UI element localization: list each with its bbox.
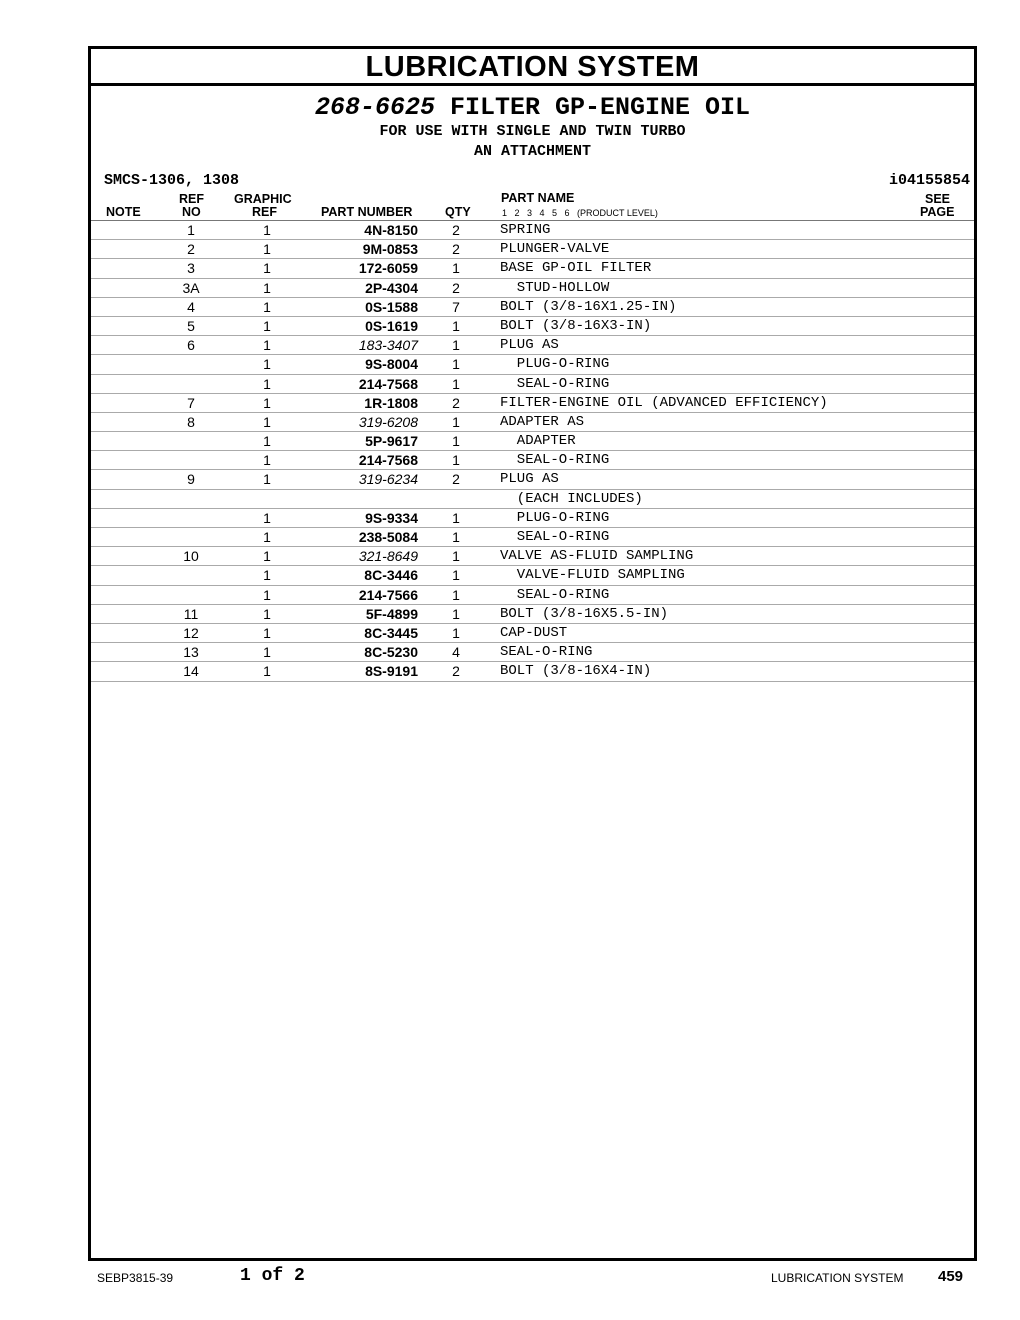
table-row xyxy=(91,547,974,566)
part-number: 9S-9334 xyxy=(365,509,418,526)
table-row xyxy=(91,470,974,489)
part-name: (EACH INCLUDES) xyxy=(500,490,643,507)
quantity: 2 xyxy=(452,394,460,411)
part-name: BOLT (3/8-16X5.5-IN) xyxy=(500,605,669,622)
part-number: 214-7566 xyxy=(358,586,418,603)
part-number: 2P-4304 xyxy=(365,279,418,296)
ref-no: 11 xyxy=(183,605,199,622)
part-name: SEAL-O-RING xyxy=(500,529,610,545)
graphic-ref: 1 xyxy=(263,337,271,354)
part-name: VALVE-FLUID SAMPLING xyxy=(500,567,685,584)
part-name: BOLT (3/8-16X3-IN) xyxy=(500,317,652,334)
col-note: NOTE xyxy=(106,205,141,219)
part-name: PLUNGER-VALVE xyxy=(500,241,610,258)
ref-no: 9 xyxy=(187,471,195,488)
table-row xyxy=(91,413,974,432)
part-number: 5P-9617 xyxy=(365,433,418,450)
graphic-ref: 1 xyxy=(263,509,271,526)
graphic-ref: 1 xyxy=(263,222,271,238)
table-row xyxy=(91,298,974,317)
graphic-ref: 1 xyxy=(263,644,271,661)
col-ref-bottom: NO xyxy=(182,205,201,219)
table-row xyxy=(91,490,974,509)
graphic-ref: 1 xyxy=(263,471,271,488)
part-number: 321-8649 xyxy=(358,548,418,565)
footer-page-number: 459 xyxy=(938,1268,964,1285)
part-name: BOLT (3/8-16X4-IN) xyxy=(500,663,652,680)
part-name: SPRING xyxy=(500,222,551,238)
col-part-name: PART NAME xyxy=(501,191,575,205)
part-number: 4N-8150 xyxy=(364,222,418,238)
part-number: 214-7568 xyxy=(358,375,418,392)
part-number: 0S-1619 xyxy=(365,317,418,334)
part-number: 9M-0853 xyxy=(362,241,418,258)
graphic-ref: 1 xyxy=(263,260,271,277)
page-frame xyxy=(88,46,977,1261)
col-graphic-bottom: REF xyxy=(252,205,277,219)
ref-no: 1 xyxy=(187,222,195,238)
part-name: PLUG AS xyxy=(500,471,559,488)
part-name: SEAL-O-RING xyxy=(500,375,610,392)
table-row xyxy=(91,624,974,643)
part-name: PLUG-O-RING xyxy=(500,509,610,526)
table-header xyxy=(91,192,974,221)
table-row xyxy=(91,221,974,240)
ref-no: 3 xyxy=(187,260,195,277)
part-name: ADAPTER AS xyxy=(500,413,585,430)
part-number: 319-6208 xyxy=(358,413,418,430)
graphic-ref: 1 xyxy=(263,567,271,584)
graphic-ref: 1 xyxy=(263,317,271,334)
part-name: STUD-HOLLOW xyxy=(500,279,610,296)
part-number: 172-6059 xyxy=(358,260,418,277)
part-name: SEAL-O-RING xyxy=(500,644,593,661)
part-number: 8C-5230 xyxy=(364,644,418,661)
quantity: 1 xyxy=(452,529,460,545)
ref-no: 7 xyxy=(187,394,195,411)
part-name: PLUG-O-RING xyxy=(500,356,610,373)
page-footer xyxy=(0,1266,1020,1290)
smcs-row xyxy=(91,168,974,192)
table-row xyxy=(91,317,974,336)
group-note-line-2: AN ATTACHMENT xyxy=(473,143,592,160)
footer-section: LUBRICATION SYSTEM xyxy=(771,1271,904,1285)
part-number: 183-3407 xyxy=(358,337,418,354)
part-number: 214-7568 xyxy=(358,452,418,469)
part-number: 238-5084 xyxy=(358,529,418,545)
quantity: 1 xyxy=(452,260,460,277)
smcs-code: SMCS-1306, 1308 xyxy=(104,172,240,189)
part-number: 8S-9191 xyxy=(365,663,418,680)
footer-doc-number: SEBP3815-39 xyxy=(97,1271,174,1285)
col-graphic-top: GRAPHIC xyxy=(234,192,292,206)
graphic-ref: 1 xyxy=(263,452,271,469)
part-number: 9S-8004 xyxy=(365,356,418,373)
group-part-number: 268-6625 xyxy=(314,93,435,122)
quantity: 1 xyxy=(452,375,460,392)
group-note-line-1: FOR USE WITH SINGLE AND TWIN TURBO xyxy=(379,123,686,140)
quantity: 1 xyxy=(452,337,460,354)
table-row xyxy=(91,259,974,278)
graphic-ref: 1 xyxy=(263,375,271,392)
part-name: VALVE AS-FLUID SAMPLING xyxy=(500,548,694,565)
ref-no: 8 xyxy=(187,413,195,430)
quantity: 1 xyxy=(452,509,460,526)
table-row xyxy=(91,566,974,585)
quantity: 1 xyxy=(452,433,460,450)
col-qty: QTY xyxy=(445,205,471,219)
quantity: 1 xyxy=(452,605,460,622)
graphic-ref: 1 xyxy=(263,605,271,622)
part-number: 8C-3445 xyxy=(364,624,418,641)
ref-no: 12 xyxy=(183,624,199,641)
table-row xyxy=(91,586,974,605)
parts-table xyxy=(91,221,974,682)
graphic-ref: 1 xyxy=(263,529,271,545)
table-row xyxy=(91,394,974,413)
info-id: i04155854 xyxy=(888,172,970,189)
quantity: 7 xyxy=(452,298,460,315)
table-row xyxy=(91,509,974,528)
part-name: SEAL-O-RING xyxy=(500,452,610,469)
part-name: ADAPTER xyxy=(500,433,576,450)
quantity: 2 xyxy=(452,471,460,488)
col-ref-top: REF xyxy=(179,192,204,206)
quantity: 2 xyxy=(452,241,460,258)
quantity: 1 xyxy=(452,567,460,584)
graphic-ref: 1 xyxy=(263,394,271,411)
graphic-ref: 1 xyxy=(263,356,271,373)
quantity: 1 xyxy=(452,317,460,334)
ref-no: 3A xyxy=(182,279,200,296)
part-name: SEAL-O-RING xyxy=(500,586,610,603)
graphic-ref: 1 xyxy=(263,586,271,603)
graphic-ref: 1 xyxy=(263,663,271,680)
col-product-level: 1 2 3 4 5 6 (PRODUCT LEVEL) xyxy=(502,208,658,218)
graphic-ref: 1 xyxy=(263,298,271,315)
part-name: BASE GP-OIL FILTER xyxy=(500,260,652,277)
graphic-ref: 1 xyxy=(263,413,271,430)
part-number: 1R-1808 xyxy=(364,394,418,411)
table-row xyxy=(91,355,974,374)
graphic-ref: 1 xyxy=(263,433,271,450)
footer-page-of: 1 of 2 xyxy=(240,1266,305,1286)
table-row xyxy=(91,336,974,355)
part-name: CAP-DUST xyxy=(500,624,568,641)
table-row xyxy=(91,643,974,662)
ref-no: 2 xyxy=(187,241,195,258)
part-number: 8C-3446 xyxy=(364,567,418,584)
part-number: 5F-4899 xyxy=(365,605,418,622)
ref-no: 10 xyxy=(183,548,199,565)
part-number: 319-6234 xyxy=(358,471,418,488)
group-title xyxy=(91,94,974,122)
quantity: 1 xyxy=(452,548,460,565)
graphic-ref: 1 xyxy=(263,241,271,258)
quantity: 4 xyxy=(452,644,460,661)
table-row xyxy=(91,528,974,547)
table-row xyxy=(91,451,974,470)
quantity: 2 xyxy=(452,222,460,238)
quantity: 1 xyxy=(452,356,460,373)
table-row xyxy=(91,662,974,681)
ref-no: 5 xyxy=(187,317,195,334)
graphic-ref: 1 xyxy=(263,548,271,565)
quantity: 1 xyxy=(452,624,460,641)
quantity: 1 xyxy=(452,413,460,430)
section-title: LUBRICATION SYSTEM xyxy=(91,49,974,86)
table-row xyxy=(91,279,974,298)
table-row xyxy=(91,375,974,394)
col-see-top: SEE xyxy=(925,192,951,206)
graphic-ref: 1 xyxy=(263,624,271,641)
col-part-number: PART NUMBER xyxy=(321,205,413,219)
col-see-bottom: PAGE xyxy=(920,205,955,219)
quantity: 2 xyxy=(452,663,460,680)
graphic-ref: 1 xyxy=(263,279,271,296)
part-name: PLUG AS xyxy=(500,337,559,354)
part-name: BOLT (3/8-16X1.25-IN) xyxy=(500,298,677,315)
table-row xyxy=(91,240,974,259)
quantity: 2 xyxy=(452,279,460,296)
quantity: 1 xyxy=(452,586,460,603)
ref-no: 13 xyxy=(183,644,199,661)
part-name: FILTER-ENGINE OIL (ADVANCED EFFICIENCY) xyxy=(500,394,828,411)
quantity: 1 xyxy=(452,452,460,469)
part-number: 0S-1588 xyxy=(365,298,418,315)
ref-no: 6 xyxy=(187,337,195,354)
group-name: FILTER GP-ENGINE OIL xyxy=(449,93,751,122)
ref-no: 4 xyxy=(187,298,195,315)
table-row xyxy=(91,605,974,624)
ref-no: 14 xyxy=(183,663,199,680)
table-row xyxy=(91,432,974,451)
